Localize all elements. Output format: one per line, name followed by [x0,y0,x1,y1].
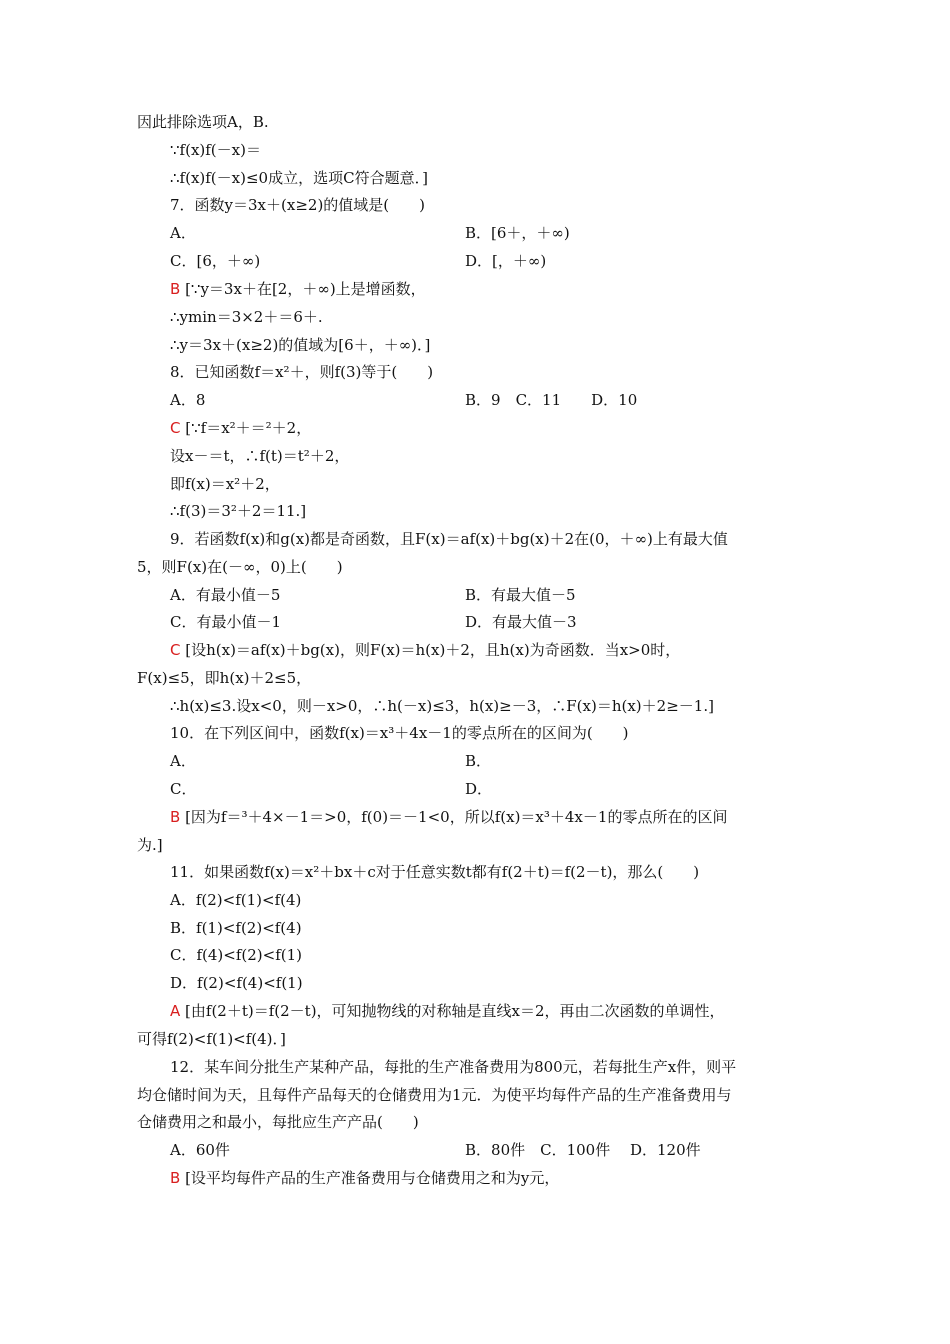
line-text: A．f(2)<f(1)<f(4) [170,891,302,909]
text-line [170,696,714,716]
text-line [170,529,728,549]
line-text: [因为f＝³＋4×－1＝>0，f(0)＝－1<0，所以f(x)＝x³＋4x－1的零点所在的区间 [180,808,728,826]
line-text: B．[6＋，＋∞) [465,224,570,242]
line-text: 可得f(2)<f(1)<f(4)．] [137,1030,286,1048]
text-line [137,1112,419,1132]
line-text: [设平均每件产品的生产准备费用与仓储费用之和为y元， [180,1169,560,1187]
line-text: B．f(1)<f(2)<f(4) [170,919,302,937]
answer-line [170,1001,725,1021]
text-line [170,390,205,410]
text-line [170,446,349,466]
line-text: D． [465,780,493,798]
line-text: 9．若函数f(x)和g(x)都是奇函数，且F(x)＝af(x)＋bg(x)＋2在(0，＋∞)上有最大值 [170,530,728,548]
text-line [137,668,311,688]
line-text: ∴h(x)≤3.设x<0，则－x>0，∴h(－x)≤3，h(x)≥－3，∴F(x)＝h(x)＋2≥－1.] [170,697,714,715]
line-text: 12．某车间分批生产某种产品，每批的生产准备费用为800元，若每批生产x件，则平 [170,1058,737,1076]
text-line [170,168,428,188]
line-text: 设x－＝t，∴f(t)＝t²＋2， [170,447,350,465]
answer-letter: C [170,419,181,437]
line-text: A．有最小值－5 [170,586,281,604]
text-line [170,779,196,799]
line-text: F(x)≤5，即h(x)＋2≤5， [137,669,312,687]
line-text: 因此排除选项A，B. [137,113,269,131]
text-line [137,1029,286,1049]
line-text: 均仓储时间为天，且每件产品每天的仓储费用为1元．为使平均每件产品的生产准备费用与 [137,1086,732,1104]
answer-letter: B [170,1169,181,1187]
text-line [465,390,637,410]
line-text: D．有最大值－3 [465,613,577,631]
text-line [170,335,430,355]
line-text: [由f(2＋t)＝f(2－t)，可知抛物线的对称轴是直线x＝2，再由二次函数的单调性， [180,1002,725,1020]
line-text: D．f(2)<f(4)<f(1) [170,974,303,992]
text-line [170,195,425,215]
answer-line [170,418,311,438]
line-text: 仓储费用之和最小，每批应生产产品( ) [137,1113,419,1131]
text-line [465,223,570,243]
line-text: 5，则F(x)在(－∞，0)上( ) [137,558,343,576]
text-line [170,612,281,632]
text-line [170,862,699,882]
text-line [170,751,196,771]
line-text: C．有最小值－1 [170,613,282,631]
answer-letter: B [170,808,181,826]
text-line [170,223,196,243]
text-line [170,890,301,910]
text-line [465,585,576,605]
text-line [170,140,261,160]
text-line [170,307,323,327]
text-line [170,723,629,743]
text-line [137,557,343,577]
line-text: D．[，＋∞) [465,252,547,270]
text-line [170,918,302,938]
line-text: 10．在下列区间中，函数f(x)＝x³＋4x－1的零点所在的区间为( ) [170,724,629,742]
text-line [137,1085,732,1105]
line-text: C．[6，＋∞) [170,252,261,270]
line-text: [∵f＝x²＋＝²＋2， [180,419,312,437]
text-line [137,112,269,132]
line-text: ∴ymin＝3×2＋＝6＋. [170,308,323,326]
answer-line [170,279,426,299]
line-text: 为.] [137,836,163,854]
text-line [170,1057,736,1077]
text-line [170,945,302,965]
line-text: A．60件 [170,1141,230,1159]
text-line [170,362,433,382]
line-text: B． [465,752,492,770]
line-text: ∴f(x)f(－x)≤0成立，选项C符合题意．] [170,169,428,187]
answer-letter: A [170,1002,181,1020]
text-line [170,474,280,494]
line-text: [∵y＝3x＋在[2，＋∞)上是增函数， [180,280,426,298]
answer-letter: B [170,280,181,298]
line-text: C． [170,780,197,798]
text-line [170,501,306,521]
line-text: 8．已知函数f＝x²＋，则f(3)等于( ) [170,363,434,381]
line-text: [设h(x)＝af(x)＋bg(x)，则F(x)＝h(x)＋2，且h(x)为奇函数．当x>0时， [180,641,681,659]
answer-line [170,807,727,827]
line-text: A．8 [170,391,206,409]
text-line [170,973,303,993]
text-line [465,612,577,632]
line-text: 7．函数y＝3x＋(x≥2)的值域是( ) [170,196,426,214]
text-line [465,251,546,271]
line-text: B．有最大值－5 [465,586,576,604]
line-text: C．f(4)<f(2)<f(1) [170,946,303,964]
answer-line [170,1168,559,1188]
line-text: ∴f(3)＝3²＋2＝11.] [170,502,307,520]
text-line [465,751,491,771]
line-text: 即f(x)＝x²＋2， [170,475,280,493]
line-text: ∵f(x)f(－x)＝ [170,141,261,159]
line-text: A． [170,224,196,242]
text-line [465,779,492,799]
line-text: 11．如果函数f(x)＝x²＋bx＋c对于任意实数t都有f(2＋t)＝f(2－t)，那么( ) [170,863,700,881]
answer-letter: C [170,641,181,659]
text-line [465,1140,701,1160]
text-line [170,251,260,271]
answer-line [170,640,680,660]
text-line [137,835,163,855]
line-text: ∴y＝3x＋(x≥2)的值域为[6＋，＋∞)．] [170,336,431,354]
line-text: B．9 C．11 D．10 [465,391,638,409]
line-text: A． [170,752,196,770]
line-text: B．80件 C．100件 D．120件 [465,1141,701,1159]
text-line [170,1140,230,1160]
text-line [170,585,280,605]
